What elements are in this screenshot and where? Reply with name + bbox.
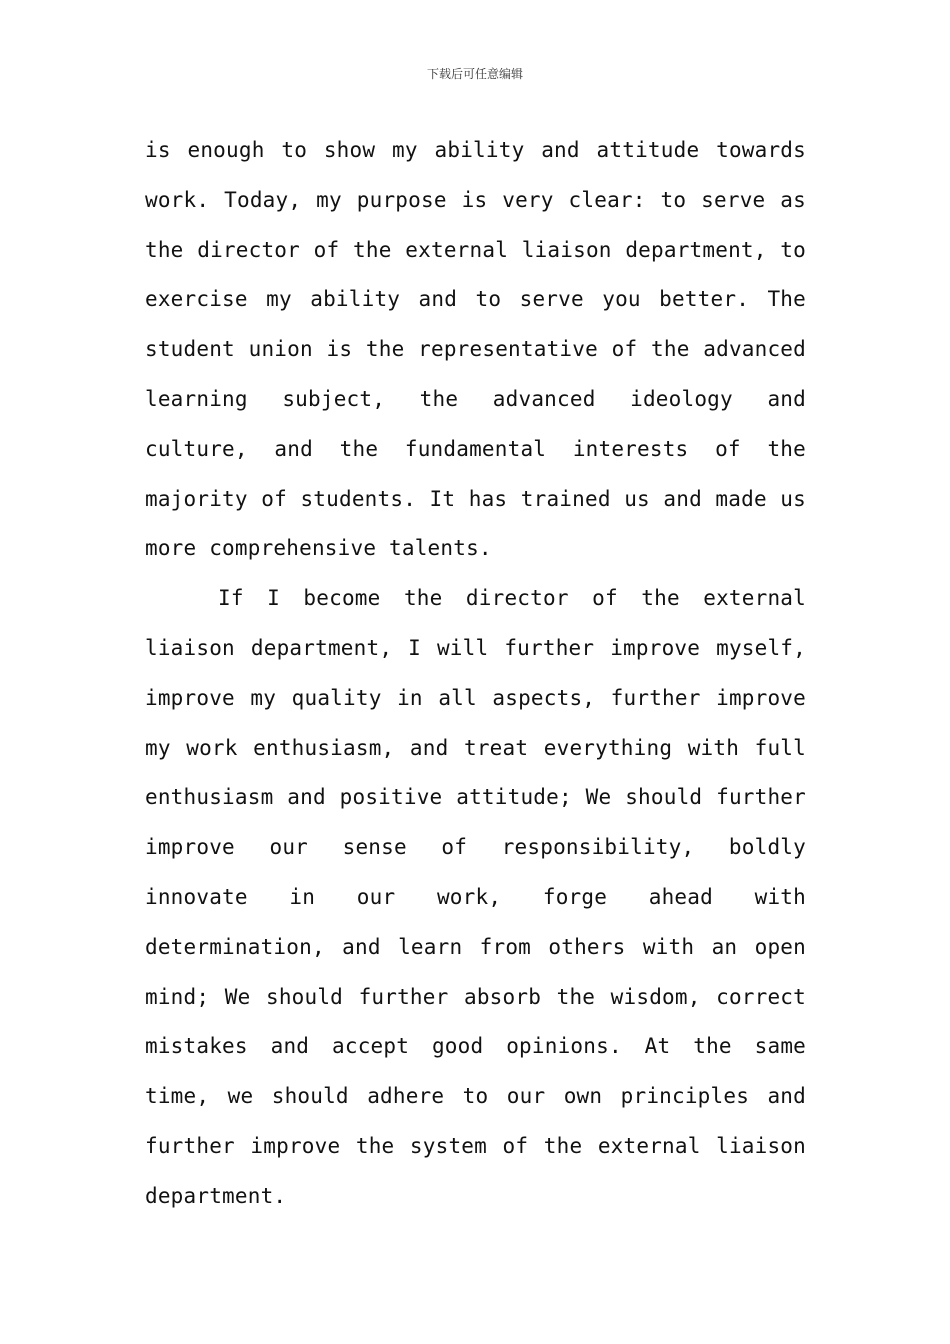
paragraph-1: is enough to show my ability and attitude towards work. Today, my purpose is very clear: to serve as the director of the external liaison department, to exercise my ability and to serve you better. The student union is the representative of the advanced learning subject, the advanced ideology and culture, and the fundamental interests of the majority of students. It has trained us and made us more comprehensive talents. [145,138,806,561]
header-note: 下载后可任意编辑 [426,67,523,81]
document-body [145,126,806,1222]
paragraph-2: If I become the director of the external liaison department, I will further improve myself, improve my quality in all aspects, further improve my work enthusiasm, and treat everything with full enthusiasm and positive attitude; We should further improve our sense of responsibility, boldly innovate in our work, forge ahead with determination, and learn from others with an open mind; We should further absorb the wisdom, correct mistakes and accept good opinions. At the same time, we should adhere to our own principles and further improve the system of the external liaison department. [145,586,806,1208]
